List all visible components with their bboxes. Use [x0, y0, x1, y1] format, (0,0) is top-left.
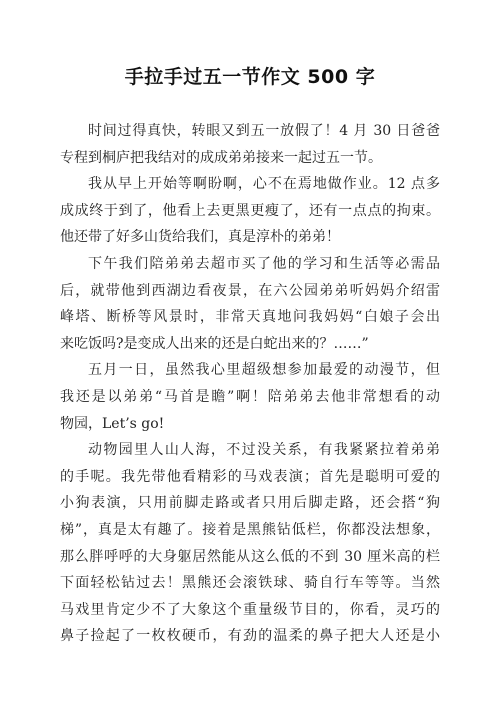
text-line: 梯”，真是太有趣了。接着是黑熊钻低栏，你都没法想象，	[60, 521, 440, 538]
paragraph	[60, 118, 440, 171]
paragraph	[60, 251, 440, 357]
document-title: 手拉手过五一节作文 500 字	[124, 66, 376, 88]
text-line: 成成终于到了，他看上去更黑更瘦了，还有一点点的拘束。	[60, 202, 440, 219]
text-line: 我从早上开始等啊盼啊，心不在焉地做作业。12 点多	[88, 176, 440, 193]
text-line: 我还是以弟弟“马首是瞻”啊！陪弟弟去他非常想看的动	[60, 388, 440, 405]
text-line: 马戏里肯定少不了大象这个重量级节目的，你看，灵巧的	[60, 601, 440, 618]
text-line: 五月一日，虽然我心里超级想参加最爱的动漫节，但	[88, 362, 440, 379]
text-line: 的手呢。我先带他看精彩的马戏表演；首先是聪明可爱的	[60, 468, 440, 485]
text-line: 后，就带他到西湖边看夜景，在六公园弟弟听妈妈介绍雷	[60, 282, 440, 299]
text-line: 下午我们陪弟弟去超市买了他的学习和生活等必需品	[88, 255, 440, 272]
text-line: 峰塔、断桥等风景时，非常天真地问我妈妈“白娘子会出	[60, 309, 440, 326]
text-line: 那么胖呼呼的大身躯居然能从这么低的不到 30 厘米高的栏	[60, 548, 440, 565]
paragraph	[60, 357, 440, 437]
text-line: 他还带了好多山货给我们，真是淳朴的弟弟！	[60, 229, 340, 246]
text-line: 来吃饭吗?是变成人出来的还是白蛇出来的？……”	[60, 335, 369, 352]
paragraph	[60, 437, 440, 650]
text-line: 专程到桐庐把我结对的成成弟弟接来一起过五一节。	[60, 149, 382, 166]
text-line: 时间过得真快，转眼又到五一放假了！4 月 30 日爸爸	[88, 123, 440, 139]
document-body	[60, 118, 440, 650]
text-line: 动物园里人山人海，不过没关系，有我紧紧拉着弟弟	[88, 442, 440, 459]
paragraph	[60, 171, 440, 251]
text-line: 物园，Let’s go!	[60, 415, 165, 432]
text-line: 下面轻松钻过去！黑熊还会滚铁球、骑自行车等等。当然	[60, 575, 440, 592]
text-line: 鼻子捡起了一枚枚硬币，有劲的温柔的鼻子把大人还是小	[60, 628, 440, 645]
text-line: 小狗表演，只用前脚走路或者只用后脚走路，还会搭“狗	[60, 495, 440, 512]
